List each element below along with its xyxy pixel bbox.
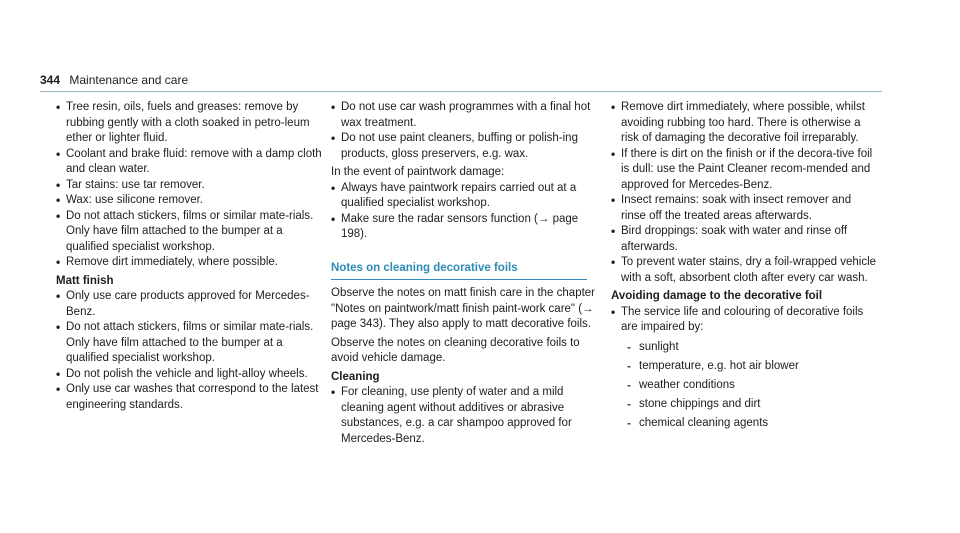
- list-item: • Do not polish the vehicle and light-alloy wheels.: [56, 367, 324, 383]
- list-item: • Only use care products approved for Mercedes-Benz.: [56, 289, 324, 320]
- cleaning-list: [331, 385, 599, 447]
- matt-finish-list: [56, 289, 324, 413]
- car-wash-list: [331, 100, 599, 162]
- list-item: • Remove dirt immediately, where possible.: [56, 255, 324, 271]
- list-item: • Wax: use silicone remover.: [56, 193, 324, 209]
- list-item: - temperature, e.g. hot air blower: [621, 359, 879, 375]
- page-number: 344: [40, 73, 61, 87]
- section-title: Notes on cleaning decorative foils: [331, 261, 587, 281]
- list-item: • Do not use paint cleaners, buffing or polish-ing products, gloss preservers, e.g. wax.: [331, 131, 599, 162]
- cleaning-heading: Cleaning: [331, 370, 380, 383]
- list-item: • Tar stains: use tar remover.: [56, 178, 324, 194]
- paintwork-damage-list: [331, 181, 599, 243]
- paintwork-damage-intro: In the event of paintwork damage:: [331, 166, 505, 178]
- column-1: [56, 100, 324, 413]
- foil-cleaning-list: [611, 100, 879, 286]
- chapter-title: Maintenance and care: [69, 73, 189, 87]
- list-item: • Do not attach stickers, films or similar mate-rials. Only have film attached to the bumper at a qualified specialist workshop.: [56, 209, 324, 256]
- list-item: • Make sure the radar sensors function (→ page 198).: [331, 212, 599, 243]
- list-item: • To prevent water stains, dry a foil-wrapped vehicle with a soft, absorbent cloth after every car wash.: [611, 255, 879, 286]
- paragraph: Observe the notes on matt finish care in the chapter "Notes on paintwork/matt finish paint-work care" (→ page 343). They also apply to matt decorative foils.: [331, 287, 596, 330]
- list-item-text: The service life and colouring of decorative foils are impaired by:: [621, 305, 864, 333]
- list-item: • Tree resin, oils, fuels and greases: remove by rubbing gently with a cloth soaked in petro-leum ether or lighter fluid.: [56, 100, 324, 147]
- list-item: • Remove dirt immediately, where possible, whilst avoiding rubbing too hard. There is otherwise a risk of damaging the decorative foil irreparably.: [611, 100, 879, 147]
- list-item: - sunlight: [621, 340, 879, 356]
- page-header: [40, 73, 188, 87]
- list-item: • Coolant and brake fluid: remove with a damp cloth and clean water.: [56, 147, 324, 178]
- list-item: - stone chippings and dirt: [621, 397, 879, 413]
- foil-damage-list: [611, 305, 879, 432]
- list-item: • Insect remains: soak with insect remover and rinse off the treated areas afterwards.: [611, 193, 879, 224]
- list-item: - chemical cleaning agents: [621, 416, 879, 432]
- list-item: • Always have paintwork repairs carried out at a qualified specialist workshop.: [331, 181, 599, 212]
- list-item: • Bird droppings: soak with water and rinse off afterwards.: [611, 224, 879, 255]
- avoiding-damage-heading: Avoiding damage to the decorative foil: [611, 290, 823, 302]
- paint-care-list: [56, 100, 324, 271]
- column-3: [611, 100, 879, 435]
- list-item: • For cleaning, use plenty of water and a mild cleaning agent without additives or abrasive substances, e.g. a car shampoo approved for Mercedes-Benz.: [331, 385, 599, 447]
- impairment-factors-list: [621, 340, 879, 432]
- column-2: [331, 100, 599, 447]
- list-item: • Do not attach stickers, films or similar mate-rials. Only have film attached to the bumper at a qualified specialist workshop.: [56, 320, 324, 367]
- header-divider: [40, 91, 882, 92]
- list-item: • Do not use car wash programmes with a final hot wax treatment.: [331, 100, 599, 131]
- list-item: • If there is dirt on the finish or if the decora-tive foil is dull: use the Paint Cleaner recom-mended and approved for Mercedes-Benz.: [611, 147, 879, 194]
- list-item: • Only use car washes that correspond to the latest engineering standards.: [56, 382, 324, 413]
- list-item: - weather conditions: [621, 378, 879, 394]
- paragraph: Observe the notes on cleaning decorative foils to avoid vehicle damage.: [331, 336, 580, 364]
- matt-finish-heading: Matt finish: [56, 274, 114, 287]
- list-item: [611, 305, 879, 432]
